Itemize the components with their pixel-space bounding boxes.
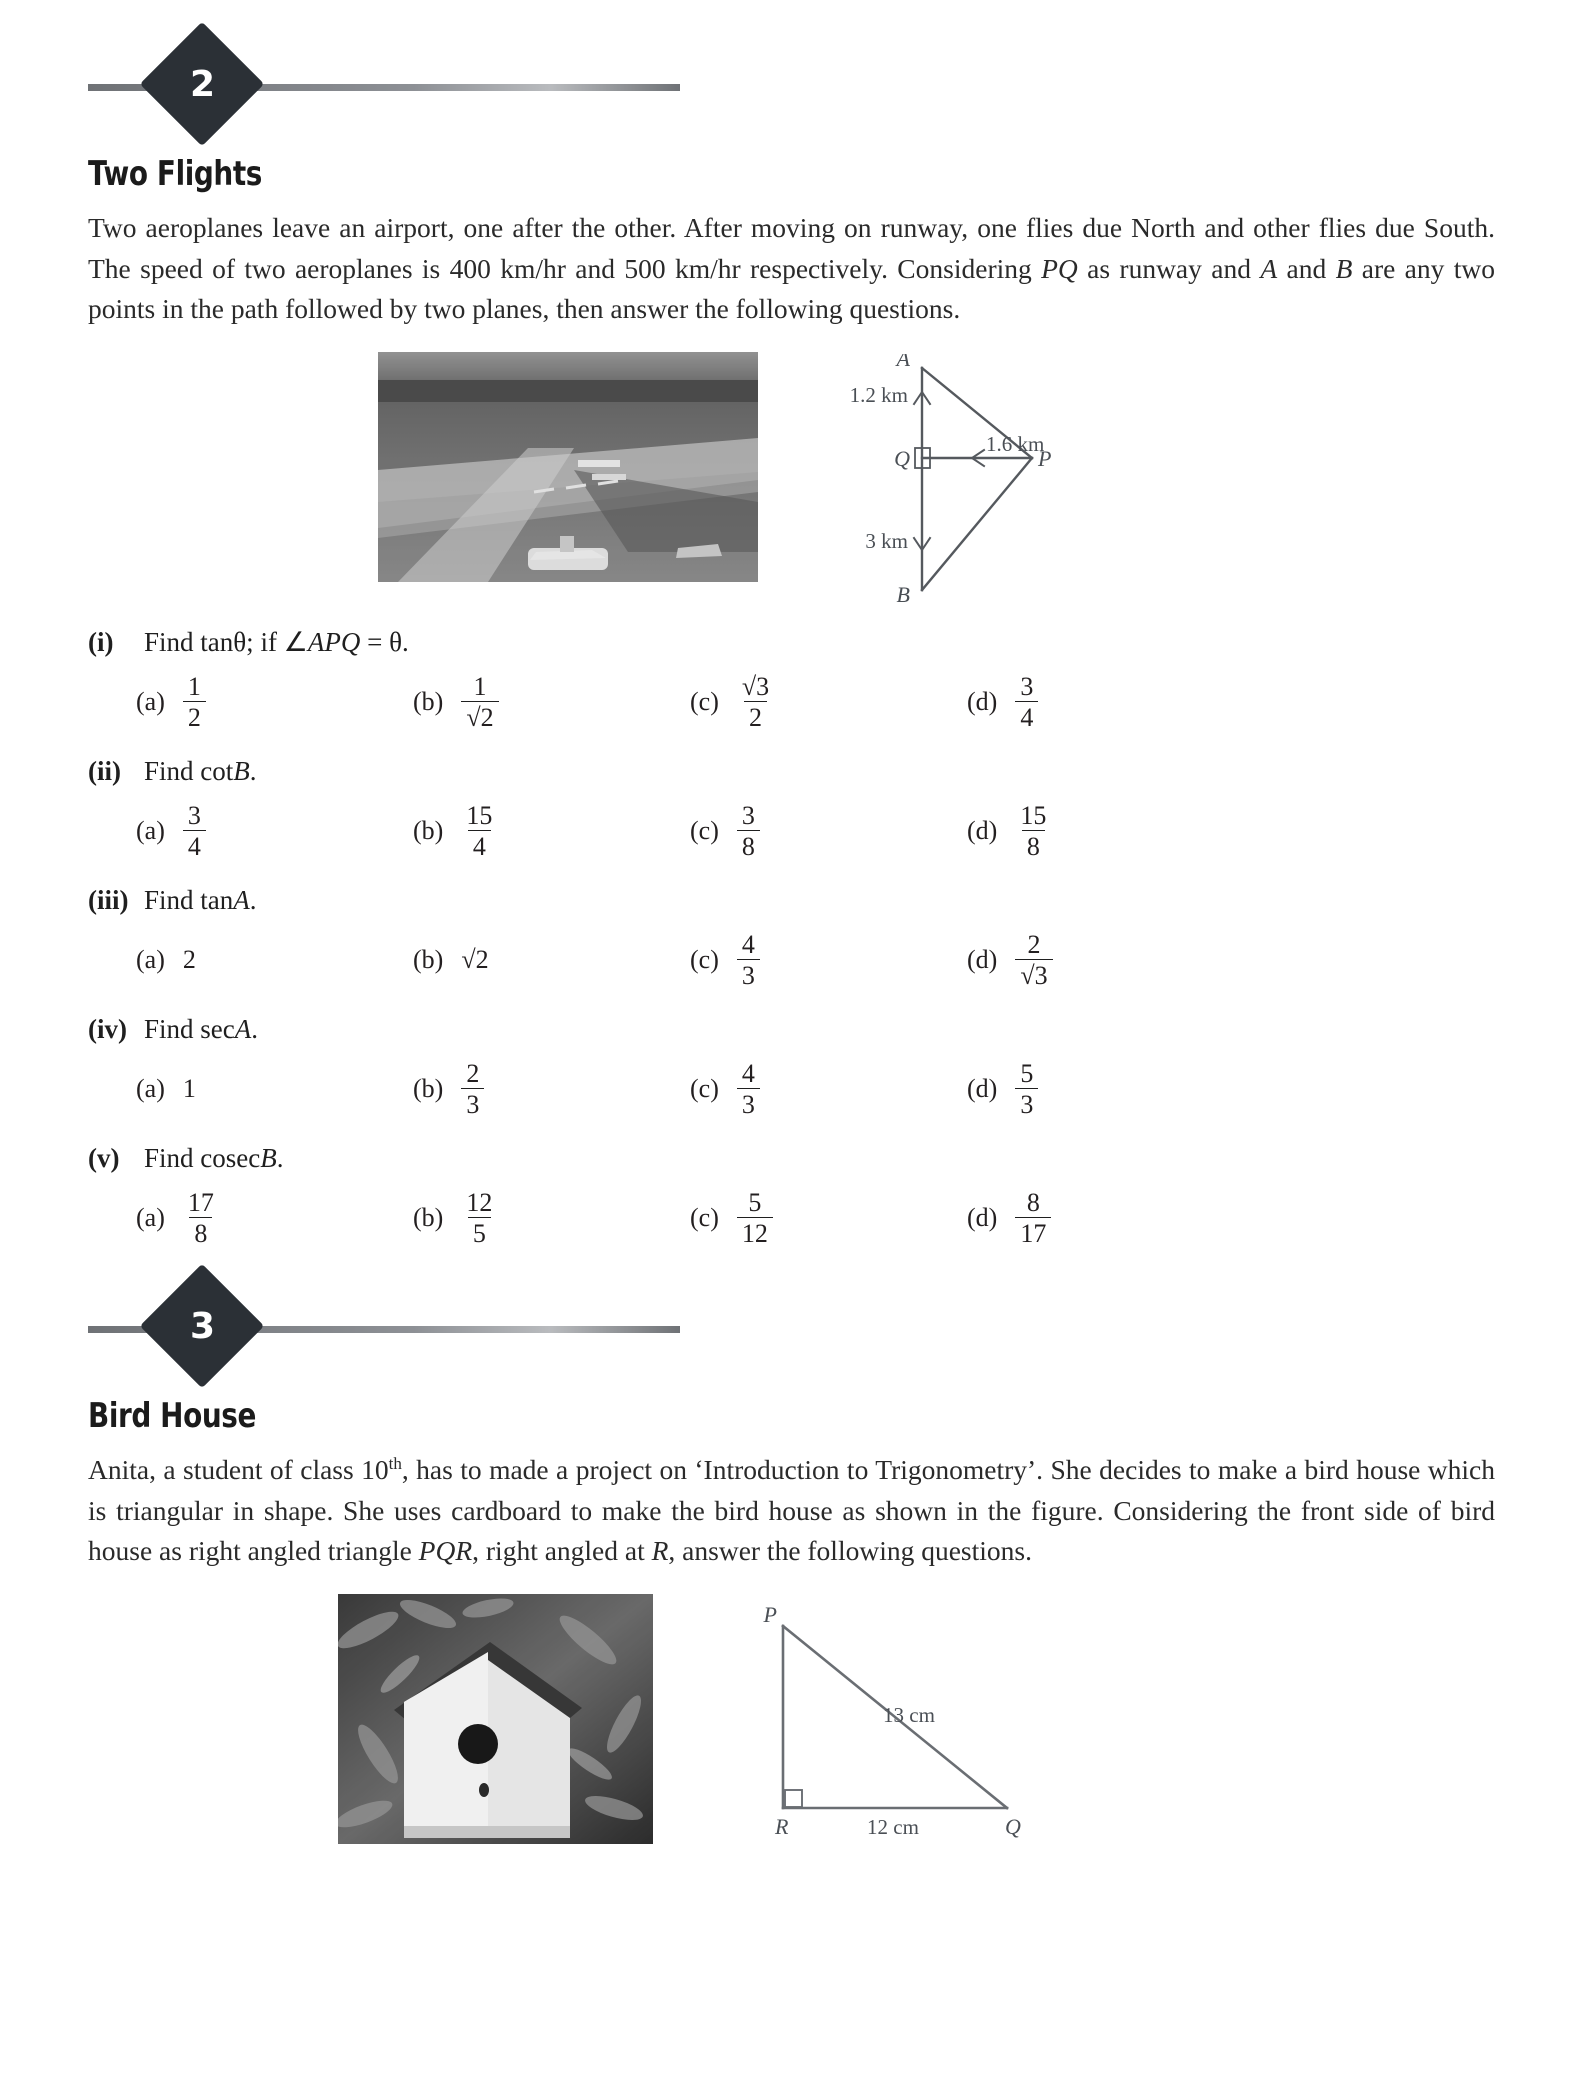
fraction-denominator: 8 xyxy=(1022,830,1045,860)
option-value xyxy=(737,673,774,732)
dim-label-3-km: 3 km xyxy=(865,529,908,554)
option-key: (c) xyxy=(690,816,719,846)
option-value xyxy=(461,802,497,861)
section-banner-3 xyxy=(88,1276,1495,1384)
fraction-denominator: 8 xyxy=(737,830,760,860)
option-value: √2 xyxy=(461,945,489,975)
option-key: (b) xyxy=(413,945,444,975)
figure-row-two-flights xyxy=(88,352,1495,609)
fraction-numerator: 3 xyxy=(187,800,201,830)
option-value xyxy=(461,1060,484,1119)
option-value xyxy=(1015,1189,1051,1248)
question-iii-text: Find tanA. xyxy=(144,885,257,916)
question-ii-text: Find cotB. xyxy=(144,756,257,787)
case-body-bird-house: Anita, a student of class 10th, has to made a project on ‘Introduction to Trigonometry’. She decides to make a bird house which is triangular in shape. She uses cardboard to make the bird house as shown in the figure. Considering the front side of bird house as right angled triangle PQR, right angled at R, answer the following questions. xyxy=(88,1453,1495,1567)
dim-label-1-6-km: 1.6 km xyxy=(986,432,1045,457)
section-number: 2 xyxy=(189,63,215,105)
question-i xyxy=(88,627,1495,658)
question-iv xyxy=(88,1014,1495,1045)
option-ii-b[interactable] xyxy=(413,791,690,871)
question-v-number: (v) xyxy=(88,1143,120,1174)
option-key: (a) xyxy=(136,1074,165,1104)
page-title-bird-house: Bird House xyxy=(88,1396,256,1437)
fraction-denominator: 2 xyxy=(183,701,206,731)
option-value xyxy=(1015,931,1052,990)
fraction-numerator: √3 xyxy=(741,671,770,701)
question-iv-text: Find secA. xyxy=(144,1014,258,1045)
question-ii xyxy=(88,756,1495,787)
fraction-numerator: 12 xyxy=(466,1187,493,1217)
option-v-c[interactable] xyxy=(690,1178,967,1258)
option-iii-b[interactable] xyxy=(413,920,690,1000)
option-value xyxy=(183,673,206,732)
option-key: (d) xyxy=(967,816,998,846)
option-key: (a) xyxy=(136,945,165,975)
option-key: (c) xyxy=(690,945,719,975)
fraction-numerator: 4 xyxy=(741,1058,755,1088)
option-value xyxy=(1015,1060,1038,1119)
dim-label-1-2-km: 1.2 km xyxy=(849,383,908,408)
point-label-p: P xyxy=(763,1604,777,1628)
option-iv-a[interactable] xyxy=(136,1049,413,1129)
point-label-a: A xyxy=(896,354,910,372)
fraction-denominator: 3 xyxy=(737,959,760,989)
option-iv-d[interactable] xyxy=(967,1049,1244,1129)
option-key: (c) xyxy=(690,1074,719,1104)
option-key: (d) xyxy=(967,687,998,717)
option-i-d[interactable] xyxy=(967,662,1244,742)
option-iii-a[interactable] xyxy=(136,920,413,1000)
question-i-text: Find tanθ; if ∠APQ = θ. xyxy=(144,627,409,658)
option-value xyxy=(461,673,498,732)
fraction-denominator: 4 xyxy=(468,830,491,860)
options-i xyxy=(88,662,1495,742)
question-v xyxy=(88,1143,1495,1174)
fraction-denominator: 2 xyxy=(744,701,767,731)
fraction-denominator: √3 xyxy=(1015,959,1052,989)
fraction-denominator: 3 xyxy=(461,1088,484,1118)
option-value xyxy=(737,1189,773,1248)
fraction-numerator: 3 xyxy=(1020,671,1034,701)
fraction-numerator: 4 xyxy=(741,929,755,959)
worksheet-page xyxy=(0,34,1583,2082)
option-value: 2 xyxy=(182,945,196,975)
page-title-two-flights: Two Flights xyxy=(88,154,262,194)
section-banner-2 xyxy=(88,34,1495,142)
option-value xyxy=(1015,673,1038,732)
option-key: (a) xyxy=(136,1203,165,1233)
question-iii-number: (iii) xyxy=(88,885,129,916)
fraction-denominator: √2 xyxy=(461,701,498,731)
point-label-r: R xyxy=(775,1814,789,1840)
questions-two-flights xyxy=(88,627,1495,1258)
fraction-numerator: 2 xyxy=(466,1058,480,1088)
option-i-c[interactable] xyxy=(690,662,967,742)
fraction-denominator: 3 xyxy=(737,1088,760,1118)
fraction-denominator: 4 xyxy=(183,830,206,860)
question-ii-number: (ii) xyxy=(88,756,121,787)
fraction-numerator: 3 xyxy=(741,800,755,830)
option-iv-b[interactable] xyxy=(413,1049,690,1129)
fraction-denominator: 17 xyxy=(1015,1217,1051,1247)
option-key: (a) xyxy=(136,816,165,846)
options-v xyxy=(88,1178,1495,1258)
option-value xyxy=(1015,802,1051,861)
case-body-two-flights: Two aeroplanes leave an airport, one after the other. After moving on runway, one flies due North and other flies due South. The speed of two aeroplanes is 400 km/hr and 500 km/hr respectively. Considering PQ as runway and A and B are any two points in the path followed by two planes, then answer the following questions. xyxy=(88,212,1496,325)
fraction-numerator: 5 xyxy=(748,1187,762,1217)
option-value xyxy=(737,1060,760,1119)
option-v-b[interactable] xyxy=(413,1178,690,1258)
option-v-a[interactable] xyxy=(136,1178,413,1258)
fraction-denominator: 5 xyxy=(468,1217,491,1247)
option-value xyxy=(461,1189,497,1248)
question-iv-number: (iv) xyxy=(88,1014,127,1045)
options-iv xyxy=(88,1049,1495,1129)
option-key: (b) xyxy=(413,1074,444,1104)
option-iii-d[interactable] xyxy=(967,920,1244,1000)
fraction-numerator: 15 xyxy=(1020,800,1047,830)
option-key: (a) xyxy=(136,687,165,717)
question-i-number: (i) xyxy=(88,627,114,658)
airport-runway-photo xyxy=(378,352,758,582)
option-i-b[interactable] xyxy=(413,662,690,742)
point-label-b: B xyxy=(896,582,910,605)
triangle-apb-diagram xyxy=(836,354,1096,609)
option-value xyxy=(737,802,760,861)
option-key: (b) xyxy=(413,816,444,846)
option-ii-d[interactable] xyxy=(967,791,1244,871)
triangle-pqr-diagram xyxy=(761,1604,1029,1859)
option-ii-a[interactable] xyxy=(136,791,413,871)
figure-row-bird-house xyxy=(88,1594,1495,1859)
option-value xyxy=(183,1189,219,1248)
dim-label-13-cm: 13 cm xyxy=(883,1703,935,1728)
question-iii xyxy=(88,885,1495,916)
dim-label-12-cm: 12 cm xyxy=(867,1815,919,1840)
fraction-numerator: 1 xyxy=(473,671,487,701)
fraction-denominator: 12 xyxy=(737,1217,773,1247)
option-key: (c) xyxy=(690,1203,719,1233)
option-iv-c[interactable] xyxy=(690,1049,967,1129)
option-value xyxy=(737,931,760,990)
fraction-numerator: 1 xyxy=(187,671,201,701)
fraction-denominator: 3 xyxy=(1015,1088,1038,1118)
fraction-numerator: 8 xyxy=(1026,1187,1040,1217)
options-iii xyxy=(88,920,1495,1000)
option-value: 1 xyxy=(182,1074,196,1104)
fraction-numerator: 5 xyxy=(1020,1058,1034,1088)
fraction-denominator: 8 xyxy=(189,1217,212,1247)
point-label-p: P xyxy=(1038,446,1052,472)
fraction-denominator: 4 xyxy=(1015,701,1038,731)
fraction-numerator: 15 xyxy=(466,800,493,830)
option-key: (c) xyxy=(690,687,719,717)
question-v-text: Find cosecB. xyxy=(144,1143,284,1174)
option-v-d[interactable] xyxy=(967,1178,1244,1258)
option-key: (b) xyxy=(413,687,444,717)
point-label-q: Q xyxy=(1005,1814,1021,1840)
option-i-a[interactable] xyxy=(136,662,413,742)
section-number: 3 xyxy=(189,1305,215,1347)
fraction-numerator: 2 xyxy=(1027,929,1041,959)
option-key: (d) xyxy=(967,945,998,975)
fraction-numerator: 17 xyxy=(187,1187,214,1217)
bird-house-photo xyxy=(338,1594,653,1844)
option-value xyxy=(183,802,206,861)
option-key: (d) xyxy=(967,1074,998,1104)
option-key: (d) xyxy=(967,1203,998,1233)
option-key: (b) xyxy=(413,1203,444,1233)
option-ii-c[interactable] xyxy=(690,791,967,871)
point-label-q: Q xyxy=(894,446,910,472)
option-iii-c[interactable] xyxy=(690,920,967,1000)
options-ii xyxy=(88,791,1495,871)
